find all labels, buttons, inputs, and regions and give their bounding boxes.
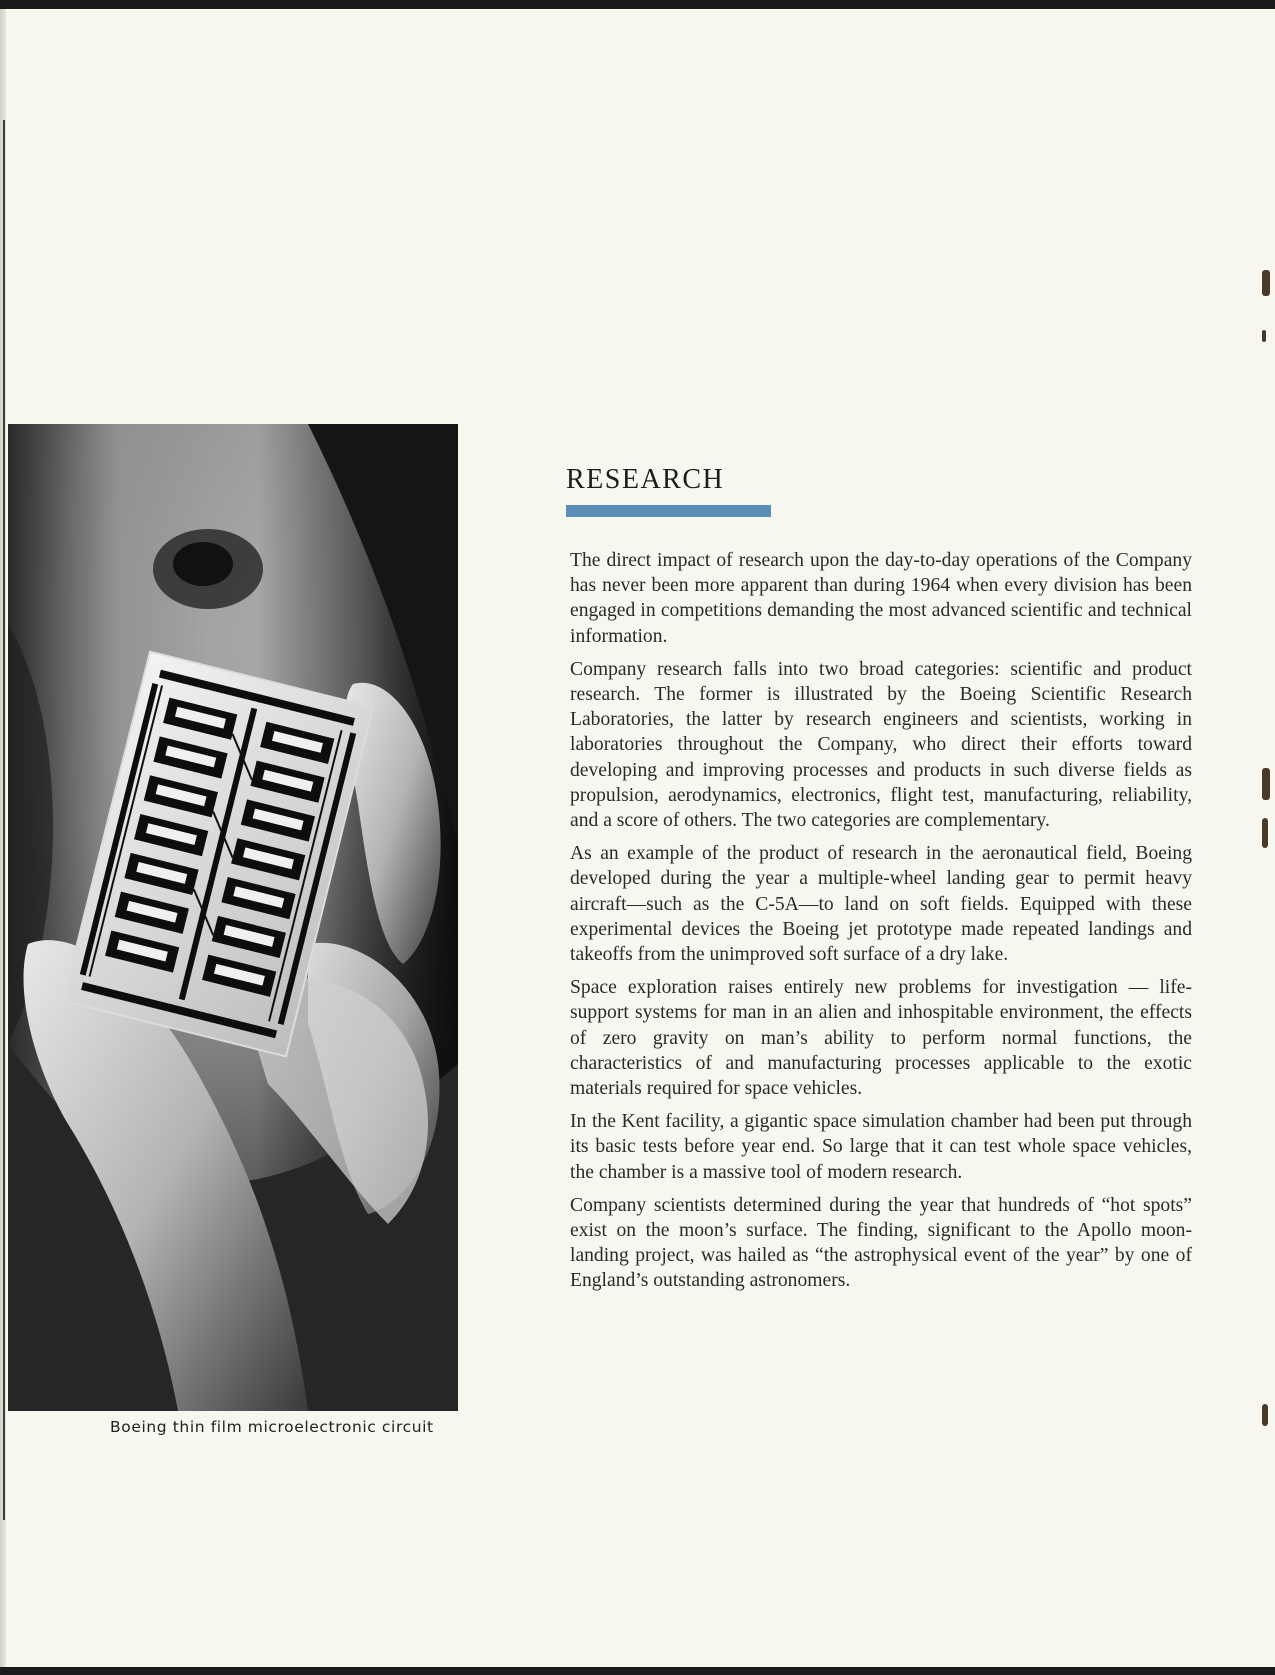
scan-mark — [1262, 270, 1270, 296]
page-title: RESEARCH — [566, 464, 725, 495]
scan-mark — [1262, 1404, 1268, 1426]
paragraph: The direct impact of research upon the day-to-day operations of the Company has never been more apparent than during 1964 when every division has been engaged in competitions demanding the most advanced scientific and technical information. — [570, 550, 1192, 647]
binding-line — [3, 120, 5, 1520]
scan-top-border — [0, 0, 1275, 9]
heading-underline-bar — [566, 505, 771, 517]
paragraph: Company research falls into two broad categories: scientific and product research. The former is illustrated by the Boeing Scientific Research Laboratories, the latter by research engineers and scientists, working in laboratories throughout the Company, who direct their efforts toward developing and improving processes and products in such diverse fields as propulsion, aerodynamics, electronics, flight test, manufacturing, reliability, and a score of others. The two categories are complementary. — [570, 658, 1192, 832]
microelectronic-circuit-photo — [8, 424, 458, 1411]
photo-caption: Boeing thin film microelectronic circuit — [110, 1418, 434, 1436]
article-body — [570, 548, 1192, 1302]
paragraph: Space exploration raises entirely new problems for investigation — life-support systems for man in an alien and inhospitable environment, the effects of zero gravity on man’s ability to perform normal functions, the characteristics of and manufacturing processes applicable to the exotic materials required for space vehicles. — [570, 977, 1192, 1100]
scan-mark — [1262, 818, 1268, 848]
paragraph: In the Kent facility, a gigantic space simulation chamber had been put through its basic tests before year end. So large that it can test whole space vehicles, the chamber is a massive tool of modern research. — [570, 1111, 1192, 1183]
scan-bottom-border — [0, 1667, 1275, 1675]
paragraph: As an example of the product of research in the aeronautical field, Boeing developed during the year a multiple-wheel landing gear to permit heavy aircraft—such as the C-5A—to land on soft fields. Equipped with these experimental devices the Boeing jet prototype made repeated landings and takeoffs from the unimproved soft surface of a dry lake. — [570, 843, 1192, 966]
paragraph: Company scientists determined during the year that hundreds of “hot spots” exist on the moon’s surface. The finding, significant to the Apollo moon-landing project, was hailed as “the astrophysical event of the year” by one of England’s outstanding astronomers. — [570, 1194, 1192, 1292]
scan-mark — [1262, 768, 1270, 800]
scan-mark — [1262, 330, 1266, 342]
